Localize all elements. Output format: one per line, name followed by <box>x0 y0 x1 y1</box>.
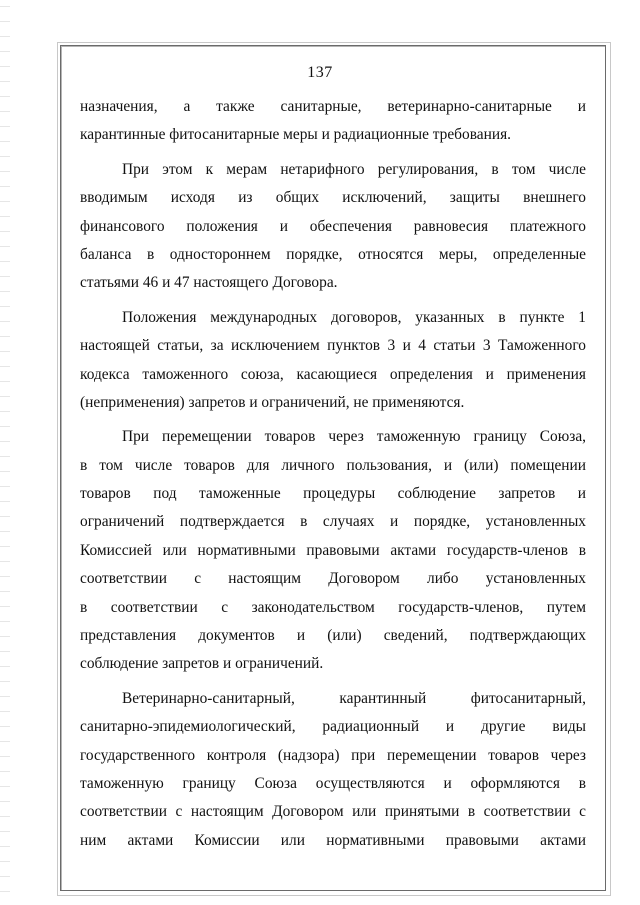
text-line: соблюдение запретов и ограничений. <box>80 655 324 673</box>
text-line: ограничений подтверждается в случаях и порядке, установленных <box>80 513 586 531</box>
paragraph <box>80 93 586 150</box>
document-body <box>80 93 586 855</box>
text-line: баланса в одностороннем порядке, относятся меры, определенные <box>80 245 586 263</box>
text-line: в том числе товаров для личного пользования, и (или) помещении <box>80 456 586 474</box>
text-line: назначения, а также санитарные, ветеринарно-санитарные и <box>80 98 586 115</box>
text-line: товаров под таможенные процедуры соблюдение запретов и <box>80 485 586 503</box>
text-line: соответствии с настоящим Договором либо установленных <box>80 570 586 588</box>
text-line: государственного контроля (надзора) при перемещении товаров через <box>80 746 586 764</box>
text-line: настоящей статьи, за исключением пунктов 3 и 4 статьи 3 Таможенного <box>80 337 586 355</box>
text-line: в соответствии с законодательством государств-членов, путем <box>80 598 586 616</box>
text-line: кодекса таможенного союза, касающиеся определения и применения <box>80 365 586 383</box>
text-line: статьями 46 и 47 настоящего Договора. <box>80 274 338 292</box>
text-line: При перемещении товаров через таможенную границу Союза, <box>122 428 586 446</box>
paragraph <box>80 156 586 298</box>
text-line: вводимым исходя из общих исключений, защиты внешнего <box>80 189 586 207</box>
paragraph <box>80 304 586 418</box>
text-line: ним актами Комиссии или нормативными правовыми актами <box>80 831 586 849</box>
page-number: 137 <box>307 64 333 81</box>
scan-edge-artifact <box>0 0 10 905</box>
text-line: финансового положения и обеспечения равновесия платежного <box>80 217 586 235</box>
text-line: санитарно-эпидемиологический, радиационный и другие виды <box>80 718 586 736</box>
text-line: Положения международных договоров, указанных в пункте 1 <box>122 308 586 326</box>
paragraph <box>80 423 586 679</box>
text-line: соответствии с настоящим Договором или принятыми в соответствии с <box>80 803 586 821</box>
text-line: Ветеринарно-санитарный, карантинный фитосанитарный, <box>122 689 586 707</box>
text-line: таможенную границу Союза осуществляются и оформляются в <box>80 774 586 792</box>
text-line: Комиссией или нормативными правовыми актами государств-членов в <box>80 541 586 559</box>
text-line: При этом к мерам нетарифного регулирования, в том числе <box>122 160 586 178</box>
paragraph <box>80 685 586 855</box>
text-line: представления документов и (или) сведений, подтверждающих <box>80 627 586 645</box>
text-line: (неприменения) запретов и ограничений, не применяются. <box>80 393 465 411</box>
text-line: карантинные фитосанитарные меры и радиационные требования. <box>80 126 512 144</box>
